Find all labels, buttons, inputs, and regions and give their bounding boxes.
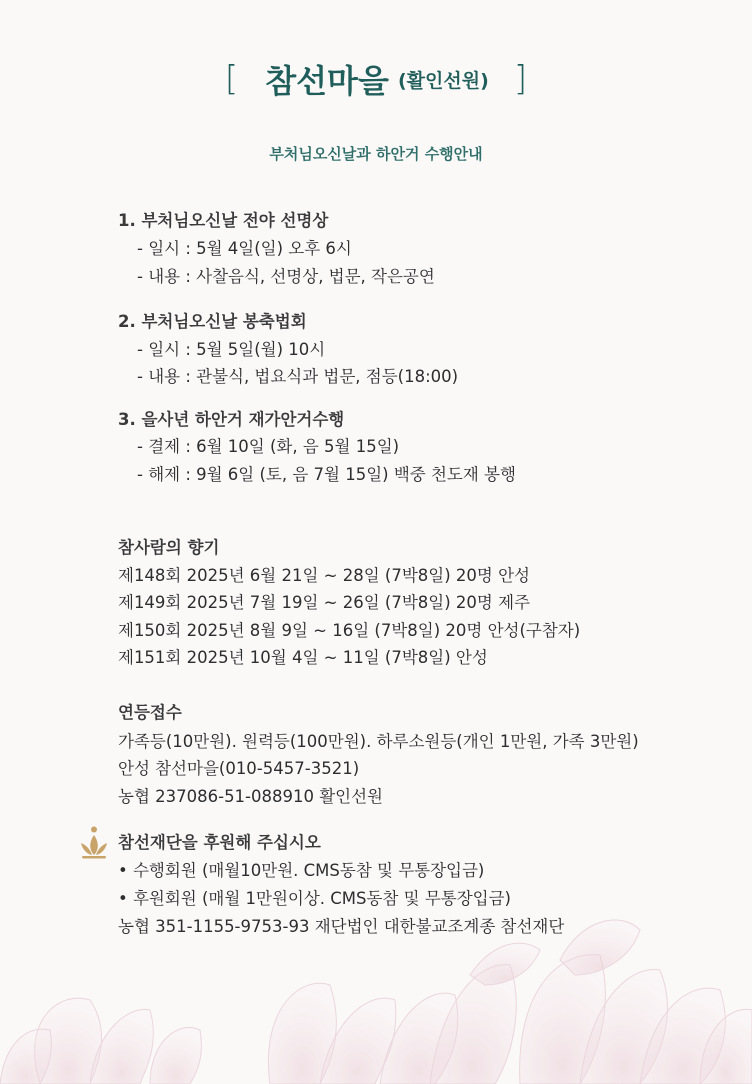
section-line: - 일시 : 5월 4일(일) 오후 6시 [137,239,352,258]
section-line: - 일시 : 5월 5일(월) 10시 [137,340,326,359]
retreat-row: 제151회 2025년 10월 4일 ~ 11일 (7박8일) 안성 [118,648,488,667]
title-bracket-open: [ [224,59,239,99]
title-sub: (활인선원) [397,69,489,92]
section-heading: 3. 을사년 하안거 재가안거수행 [118,410,345,429]
section-heading: 2. 부처님오신날 봉축법회 [118,312,307,331]
title-bracket-close: ] [513,59,528,99]
support-heading: 참선재단을 후원해 주십시오 [118,833,321,852]
support-line: • 후원회원 (매월 1만원이상. CMS동참 및 무통장입금) [118,889,511,908]
title-main: 참선마을 [265,62,389,100]
retreat-row: 제149회 2025년 7월 19일 ~ 26일 (7박8일) 20명 제주 [118,593,530,612]
section-line: - 내용 : 사찰음식, 선명상, 법문, 작은공연 [137,267,435,286]
support-account: 농협 351-1155-9753-93 재단법인 대한불교조계종 참선재단 [118,917,565,936]
lantern-heading: 연등접수 [118,703,182,722]
retreat-row: 제150회 2025년 8월 9일 ~ 16일 (7박8일) 20명 안성(구참자) [118,621,581,640]
retreat-row: 제148회 2025년 6월 21일 ~ 28일 (7박8일) 20명 안성 [118,566,530,585]
lantern-line: 농협 237086-51-088910 활인선원 [118,787,384,806]
page-subtitle: 부처님오신날과 하안거 수행안내 [269,145,483,163]
retreat-heading: 참사람의 향기 [118,538,220,557]
section-line: - 해제 : 9월 6일 (토, 음 7월 15일) 백중 천도재 봉행 [137,465,516,484]
support-line: • 수행회원 (매월10만원. CMS동참 및 무통장입금) [118,861,485,880]
section-line: - 내용 : 관불식, 법요식과 법문, 점등(18:00) [137,367,459,386]
section-heading: 1. 부처님오신날 전야 선명상 [118,211,329,230]
page-title [0,56,752,102]
lantern-line: 안성 참선마을(010-5457-3521) [118,759,360,778]
lantern-line: 가족등(10만원). 원력등(100만원). 하루소원등(개인 1만원, 가족 3만원) [118,732,639,751]
lotus-icon [80,826,108,860]
section-line: - 결제 : 6월 10일 (화, 음 5월 15일) [137,437,400,456]
